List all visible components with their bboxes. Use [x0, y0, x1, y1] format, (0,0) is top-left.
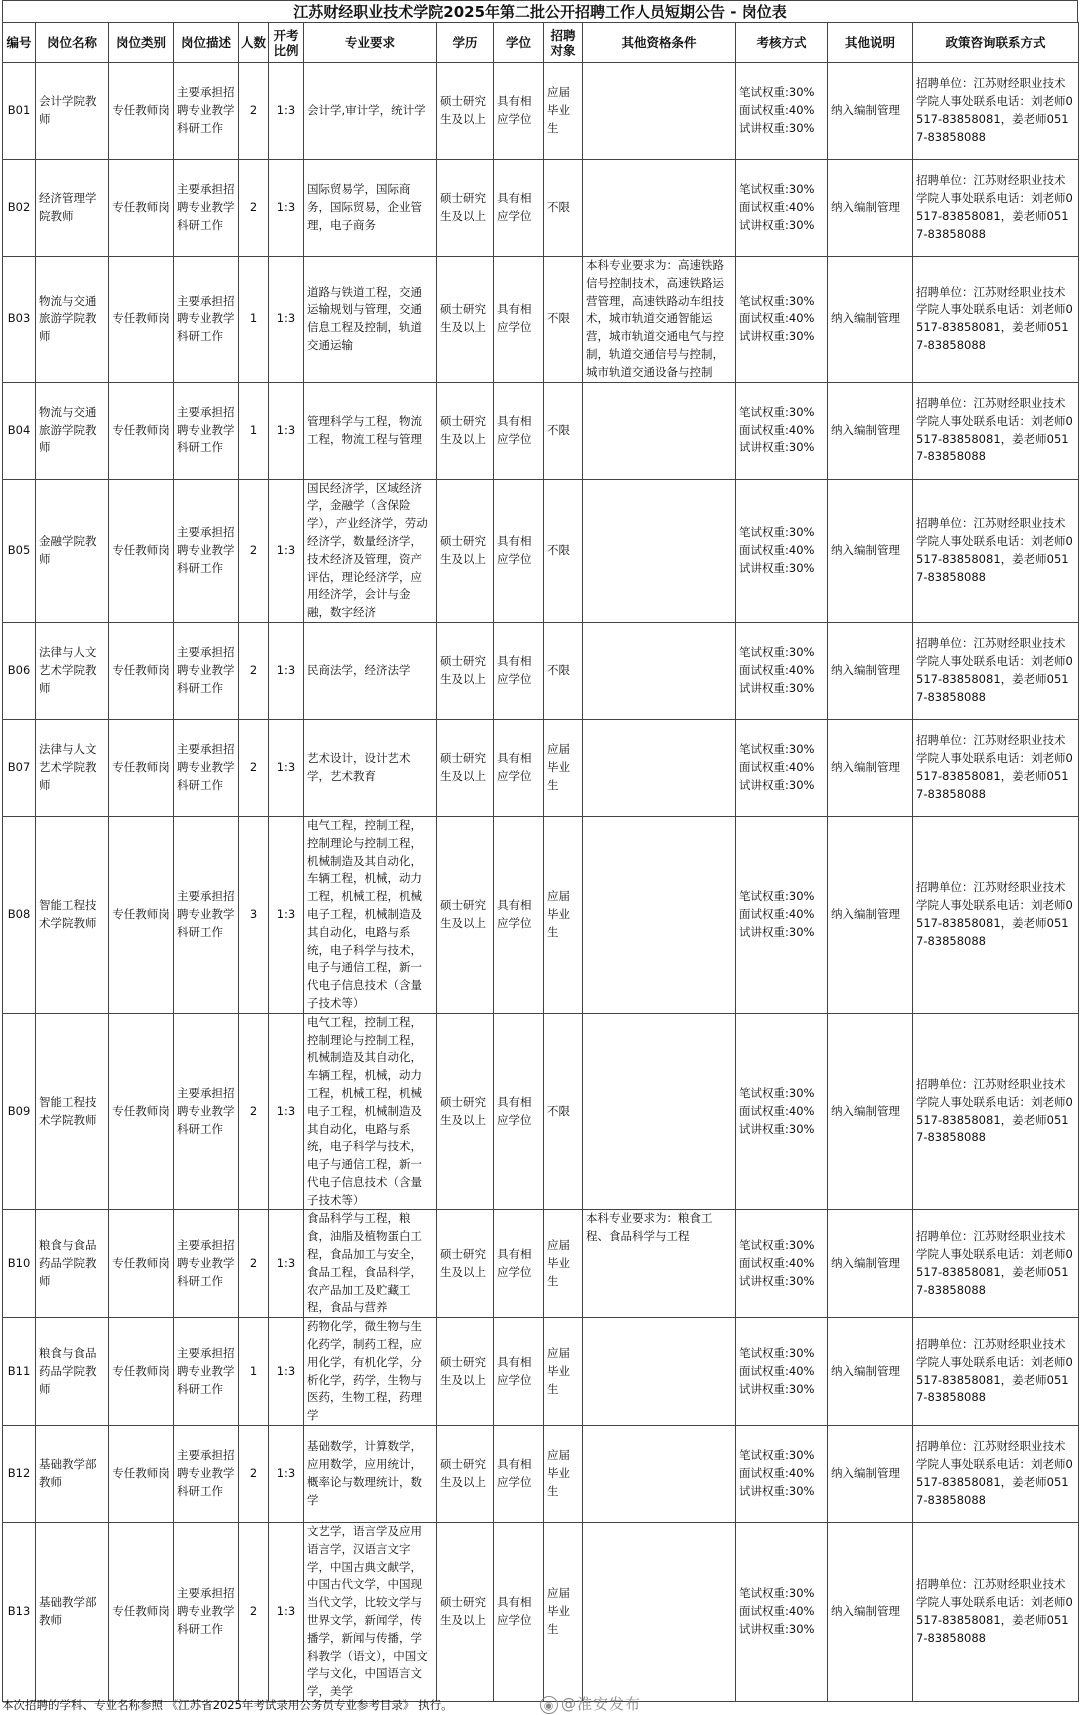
- education-cell: 硕士研究生及以上: [437, 1523, 494, 1702]
- code-cell: B11: [3, 1318, 36, 1426]
- ratio-cell: 1:3: [269, 1318, 304, 1426]
- degree-cell: 具有相应学位: [494, 1426, 544, 1523]
- category-cell: 专任教师岗: [109, 1013, 174, 1210]
- ratio-cell: 1:3: [269, 1210, 304, 1318]
- major-cell: 会计学,审计学，统计学: [304, 63, 437, 160]
- target-cell: 不限: [544, 257, 583, 383]
- note-cell: 纳入编制管理: [828, 382, 913, 479]
- position-name-cell: 粮食与食品药品学院教师: [36, 1318, 109, 1426]
- note-cell: 纳入编制管理: [828, 479, 913, 622]
- note-cell: 纳入编制管理: [828, 622, 913, 719]
- headcount-cell: 2: [239, 1210, 269, 1318]
- sheet-title: 江苏财经职业技术学院2025年第二批公开招聘工作人员短期公告 - 岗位表: [2, 0, 1078, 22]
- footnote: 本次招聘的学科、专业名称参照 《江苏省2025年考试录用公务员专业参考目录》 执行。: [2, 1698, 453, 1712]
- education-cell: 硕士研究生及以上: [437, 622, 494, 719]
- headcount-cell: 2: [239, 479, 269, 622]
- position-name-cell: 金融学院教师: [36, 479, 109, 622]
- code-cell: B05: [3, 479, 36, 622]
- target-cell: 应届毕业生: [544, 1426, 583, 1523]
- education-cell: 硕士研究生及以上: [437, 1013, 494, 1210]
- description-cell: 主要承担招聘专业教学科研工作: [174, 257, 239, 383]
- ratio-cell: 1:3: [269, 1523, 304, 1702]
- note-cell: 纳入编制管理: [828, 1318, 913, 1426]
- education-cell: 硕士研究生及以上: [437, 1426, 494, 1523]
- code-cell: B12: [3, 1426, 36, 1523]
- education-cell: 硕士研究生及以上: [437, 257, 494, 383]
- table-row: [3, 160, 1079, 257]
- exam-method-cell: 笔试权重:30% 面试权重:40% 试讲权重:30%: [736, 1523, 828, 1702]
- target-cell: 不限: [544, 160, 583, 257]
- column-header: 学位: [494, 23, 544, 63]
- degree-cell: 具有相应学位: [494, 479, 544, 622]
- major-cell: 国民经济学，区域经济学，金融学（含保险学），产业经济学，劳动经济学，数量经济学，技术经济及管理，资产评估，理论经济学，应用经济学，会计与金融，数字经济: [304, 479, 437, 622]
- major-cell: 民商法学，经济法学: [304, 622, 437, 719]
- exam-method-cell: 笔试权重:30% 面试权重:40% 试讲权重:30%: [736, 1426, 828, 1523]
- table-row: [3, 479, 1079, 622]
- position-name-cell: 智能工程技术学院教师: [36, 1013, 109, 1210]
- column-header: 考核方式: [736, 23, 828, 63]
- column-header: 岗位类别: [109, 23, 174, 63]
- qualification-cell: 本科专业要求为：高速铁路信号控制技术，高速铁路运营管理，高速铁路动车组技术，城市轨道交通智能运营，城市轨道交通电气与控制，轨道交通信号与控制，城市轨道交通设备与控制: [583, 257, 736, 383]
- degree-cell: 具有相应学位: [494, 1210, 544, 1318]
- ratio-cell: 1:3: [269, 257, 304, 383]
- contact-cell: 招聘单位：江苏财经职业技术学院人事处联系电话：刘老师0517-83858081，姜老师0517-83858088: [913, 816, 1079, 1013]
- qualification-cell: [583, 382, 736, 479]
- table-row: [3, 1013, 1079, 1210]
- headcount-cell: 2: [239, 1426, 269, 1523]
- note-cell: 纳入编制管理: [828, 1210, 913, 1318]
- column-header: 其他资格条件: [583, 23, 736, 63]
- table-row: [3, 63, 1079, 160]
- position-name-cell: 会计学院教师: [36, 63, 109, 160]
- contact-cell: 招聘单位：江苏财经职业技术学院人事处联系电话：刘老师0517-83858081，姜老师0517-83858088: [913, 622, 1079, 719]
- table-row: [3, 719, 1079, 816]
- qualification-cell: [583, 622, 736, 719]
- description-cell: 主要承担招聘专业教学科研工作: [174, 622, 239, 719]
- degree-cell: 具有相应学位: [494, 816, 544, 1013]
- exam-method-cell: 笔试权重:30% 面试权重:40% 试讲权重:30%: [736, 816, 828, 1013]
- contact-cell: 招聘单位：江苏财经职业技术学院人事处联系电话：刘老师0517-83858081，姜老师0517-83858088: [913, 1318, 1079, 1426]
- headcount-cell: 1: [239, 382, 269, 479]
- education-cell: 硕士研究生及以上: [437, 816, 494, 1013]
- position-name-cell: 粮食与食品药品学院教师: [36, 1210, 109, 1318]
- description-cell: 主要承担招聘专业教学科研工作: [174, 1013, 239, 1210]
- description-cell: 主要承担招聘专业教学科研工作: [174, 816, 239, 1013]
- column-header: 开考比例: [269, 23, 304, 63]
- weibo-icon: ◉: [540, 1696, 558, 1714]
- column-header: 人数: [239, 23, 269, 63]
- recruitment-sheet: [2, 0, 1078, 1702]
- position-name-cell: 物流与交通旅游学院教师: [36, 382, 109, 479]
- qualification-cell: 本科专业要求为：粮食工程、食品科学与工程: [583, 1210, 736, 1318]
- contact-cell: 招聘单位：江苏财经职业技术学院人事处联系电话：刘老师0517-83858081，姜老师0517-83858088: [913, 479, 1079, 622]
- contact-cell: 招聘单位：江苏财经职业技术学院人事处联系电话：刘老师0517-83858081，姜老师0517-83858088: [913, 1210, 1079, 1318]
- qualification-cell: [583, 1426, 736, 1523]
- description-cell: 主要承担招聘专业教学科研工作: [174, 719, 239, 816]
- education-cell: 硕士研究生及以上: [437, 479, 494, 622]
- education-cell: 硕士研究生及以上: [437, 63, 494, 160]
- note-cell: 纳入编制管理: [828, 1426, 913, 1523]
- education-cell: 硕士研究生及以上: [437, 719, 494, 816]
- ratio-cell: 1:3: [269, 622, 304, 719]
- exam-method-cell: 笔试权重:30% 面试权重:40% 试讲权重:30%: [736, 160, 828, 257]
- target-cell: 不限: [544, 382, 583, 479]
- note-cell: 纳入编制管理: [828, 257, 913, 383]
- major-cell: 道路与铁道工程，交通运输规划与管理，交通信息工程及控制，轨道交通运输: [304, 257, 437, 383]
- major-cell: 管理科学与工程，物流工程，物流工程与管理: [304, 382, 437, 479]
- headcount-cell: 2: [239, 622, 269, 719]
- education-cell: 硕士研究生及以上: [437, 382, 494, 479]
- table-row: [3, 1523, 1079, 1702]
- table-header-row: [3, 23, 1079, 63]
- note-cell: 纳入编制管理: [828, 1523, 913, 1702]
- qualification-cell: [583, 63, 736, 160]
- degree-cell: 具有相应学位: [494, 1318, 544, 1426]
- column-header: 编号: [3, 23, 36, 63]
- category-cell: 专任教师岗: [109, 382, 174, 479]
- column-header: 政策咨询联系方式: [913, 23, 1079, 63]
- code-cell: B01: [3, 63, 36, 160]
- position-name-cell: 法律与人文艺术学院教师: [36, 719, 109, 816]
- ratio-cell: 1:3: [269, 816, 304, 1013]
- major-cell: 国际贸易学，国际商务，国际贸易，企业管理，电子商务: [304, 160, 437, 257]
- degree-cell: 具有相应学位: [494, 719, 544, 816]
- target-cell: 不限: [544, 479, 583, 622]
- degree-cell: 具有相应学位: [494, 160, 544, 257]
- category-cell: 专任教师岗: [109, 1523, 174, 1702]
- category-cell: 专任教师岗: [109, 63, 174, 160]
- major-cell: 药物化学，微生物与生化药学，制药工程，应用化学，有机化学，分析化学，药学，生物与医药，生物工程，药理学: [304, 1318, 437, 1426]
- category-cell: 专任教师岗: [109, 160, 174, 257]
- note-cell: 纳入编制管理: [828, 1013, 913, 1210]
- ratio-cell: 1:3: [269, 382, 304, 479]
- code-cell: B02: [3, 160, 36, 257]
- education-cell: 硕士研究生及以上: [437, 1210, 494, 1318]
- qualification-cell: [583, 1523, 736, 1702]
- headcount-cell: 2: [239, 1013, 269, 1210]
- exam-method-cell: 笔试权重:30% 面试权重:40% 试讲权重:30%: [736, 257, 828, 383]
- exam-method-cell: 笔试权重:30% 面试权重:40% 试讲权重:30%: [736, 479, 828, 622]
- degree-cell: 具有相应学位: [494, 622, 544, 719]
- exam-method-cell: 笔试权重:30% 面试权重:40% 试讲权重:30%: [736, 719, 828, 816]
- column-header: 岗位名称: [36, 23, 109, 63]
- degree-cell: 具有相应学位: [494, 257, 544, 383]
- degree-cell: 具有相应学位: [494, 63, 544, 160]
- description-cell: 主要承担招聘专业教学科研工作: [174, 160, 239, 257]
- qualification-cell: [583, 1318, 736, 1426]
- exam-method-cell: 笔试权重:30% 面试权重:40% 试讲权重:30%: [736, 1013, 828, 1210]
- headcount-cell: 3: [239, 816, 269, 1013]
- position-name-cell: 经济管理学院教师: [36, 160, 109, 257]
- contact-cell: 招聘单位：江苏财经职业技术学院人事处联系电话：刘老师0517-83858081，姜老师0517-83858088: [913, 63, 1079, 160]
- table-row: [3, 1210, 1079, 1318]
- positions-table: [2, 22, 1079, 1702]
- major-cell: 文艺学，语言学及应用语言学，汉语言文字学，中国古典文献学，中国古代文学，中国现当代文学，比较文学与世界文学，新闻学，传播学，新闻与传播，学科教学（语文），中国文学与文化，中国语言文学，美学: [304, 1523, 437, 1702]
- table-row: [3, 622, 1079, 719]
- exam-method-cell: 笔试权重:30% 面试权重:40% 试讲权重:30%: [736, 622, 828, 719]
- target-cell: 应届毕业生: [544, 719, 583, 816]
- contact-cell: 招聘单位：江苏财经职业技术学院人事处联系电话：刘老师0517-83858081，姜老师0517-83858088: [913, 160, 1079, 257]
- position-name-cell: 法律与人文艺术学院教师: [36, 622, 109, 719]
- exam-method-cell: 笔试权重:30% 面试权重:40% 试讲权重:30%: [736, 63, 828, 160]
- target-cell: 应届毕业生: [544, 1318, 583, 1426]
- contact-cell: 招聘单位：江苏财经职业技术学院人事处联系电话：刘老师0517-83858081，姜老师0517-83858088: [913, 1523, 1079, 1702]
- major-cell: 基础数学，计算数学，应用数学，应用统计，概率论与数理统计，数学: [304, 1426, 437, 1523]
- position-name-cell: 物流与交通旅游学院教师: [36, 257, 109, 383]
- ratio-cell: 1:3: [269, 719, 304, 816]
- table-row: [3, 1426, 1079, 1523]
- watermark: [540, 1693, 641, 1714]
- degree-cell: 具有相应学位: [494, 382, 544, 479]
- column-header: 专业要求: [304, 23, 437, 63]
- contact-cell: 招聘单位：江苏财经职业技术学院人事处联系电话：刘老师0517-83858081，姜老师0517-83858088: [913, 257, 1079, 383]
- major-cell: 电气工程，控制工程，控制理论与控制工程，机械制造及其自动化，车辆工程，机械，动力工程，机械工程，机械电子工程，机械制造及其自动化，电路与系统，电子科学与技术，电子与通信工程，新一代电子信息技术（含量子技术等）: [304, 816, 437, 1013]
- column-header: 岗位描述: [174, 23, 239, 63]
- target-cell: 应届毕业生: [544, 1523, 583, 1702]
- category-cell: 专任教师岗: [109, 1318, 174, 1426]
- contact-cell: 招聘单位：江苏财经职业技术学院人事处联系电话：刘老师0517-83858081，姜老师0517-83858088: [913, 1426, 1079, 1523]
- category-cell: 专任教师岗: [109, 622, 174, 719]
- major-cell: 艺术设计，设计艺术学，艺术教育: [304, 719, 437, 816]
- code-cell: B10: [3, 1210, 36, 1318]
- column-header: 学历: [437, 23, 494, 63]
- table-row: [3, 816, 1079, 1013]
- note-cell: 纳入编制管理: [828, 160, 913, 257]
- column-header: 其他说明: [828, 23, 913, 63]
- degree-cell: 具有相应学位: [494, 1013, 544, 1210]
- headcount-cell: 2: [239, 63, 269, 160]
- category-cell: 专任教师岗: [109, 257, 174, 383]
- ratio-cell: 1:3: [269, 160, 304, 257]
- target-cell: 应届毕业生: [544, 816, 583, 1013]
- target-cell: 不限: [544, 622, 583, 719]
- category-cell: 专任教师岗: [109, 1210, 174, 1318]
- category-cell: 专任教师岗: [109, 719, 174, 816]
- contact-cell: 招聘单位：江苏财经职业技术学院人事处联系电话：刘老师0517-83858081，姜老师0517-83858088: [913, 382, 1079, 479]
- exam-method-cell: 笔试权重:30% 面试权重:40% 试讲权重:30%: [736, 1318, 828, 1426]
- description-cell: 主要承担招聘专业教学科研工作: [174, 63, 239, 160]
- headcount-cell: 1: [239, 257, 269, 383]
- ratio-cell: 1:3: [269, 1426, 304, 1523]
- education-cell: 硕士研究生及以上: [437, 160, 494, 257]
- qualification-cell: [583, 816, 736, 1013]
- description-cell: 主要承担招聘专业教学科研工作: [174, 1426, 239, 1523]
- position-name-cell: 智能工程技术学院教师: [36, 816, 109, 1013]
- target-cell: 应届毕业生: [544, 1210, 583, 1318]
- category-cell: 专任教师岗: [109, 479, 174, 622]
- exam-method-cell: 笔试权重:30% 面试权重:40% 试讲权重:30%: [736, 382, 828, 479]
- exam-method-cell: 笔试权重:30% 面试权重:40% 试讲权重:30%: [736, 1210, 828, 1318]
- watermark-text: @淮安发布: [561, 1695, 642, 1713]
- code-cell: B13: [3, 1523, 36, 1702]
- target-cell: 不限: [544, 1013, 583, 1210]
- category-cell: 专任教师岗: [109, 816, 174, 1013]
- qualification-cell: [583, 1013, 736, 1210]
- description-cell: 主要承担招聘专业教学科研工作: [174, 1210, 239, 1318]
- code-cell: B09: [3, 1013, 36, 1210]
- ratio-cell: 1:3: [269, 479, 304, 622]
- note-cell: 纳入编制管理: [828, 63, 913, 160]
- column-header: 招聘对象: [544, 23, 583, 63]
- degree-cell: 具有相应学位: [494, 1523, 544, 1702]
- description-cell: 主要承担招聘专业教学科研工作: [174, 1523, 239, 1702]
- qualification-cell: [583, 719, 736, 816]
- major-cell: 食品科学与工程，粮食，油脂及植物蛋白工程，食品加工与安全，食品工程，食品科学，农产品加工及贮藏工程，食品与营养: [304, 1210, 437, 1318]
- code-cell: B07: [3, 719, 36, 816]
- description-cell: 主要承担招聘专业教学科研工作: [174, 1318, 239, 1426]
- table-body: [3, 63, 1079, 1702]
- code-cell: B04: [3, 382, 36, 479]
- description-cell: 主要承担招聘专业教学科研工作: [174, 479, 239, 622]
- code-cell: B03: [3, 257, 36, 383]
- contact-cell: 招聘单位：江苏财经职业技术学院人事处联系电话：刘老师0517-83858081，姜老师0517-83858088: [913, 719, 1079, 816]
- headcount-cell: 1: [239, 1318, 269, 1426]
- code-cell: B08: [3, 816, 36, 1013]
- headcount-cell: 2: [239, 719, 269, 816]
- note-cell: 纳入编制管理: [828, 816, 913, 1013]
- headcount-cell: 2: [239, 1523, 269, 1702]
- table-row: [3, 1318, 1079, 1426]
- contact-cell: 招聘单位：江苏财经职业技术学院人事处联系电话：刘老师0517-83858081，姜老师0517-83858088: [913, 1013, 1079, 1210]
- headcount-cell: 2: [239, 160, 269, 257]
- target-cell: 应届毕业生: [544, 63, 583, 160]
- position-name-cell: 基础教学部教师: [36, 1426, 109, 1523]
- ratio-cell: 1:3: [269, 1013, 304, 1210]
- position-name-cell: 基础教学部教师: [36, 1523, 109, 1702]
- category-cell: 专任教师岗: [109, 1426, 174, 1523]
- education-cell: 硕士研究生及以上: [437, 1318, 494, 1426]
- note-cell: 纳入编制管理: [828, 719, 913, 816]
- qualification-cell: [583, 479, 736, 622]
- qualification-cell: [583, 160, 736, 257]
- table-row: [3, 382, 1079, 479]
- major-cell: 电气工程，控制工程，控制理论与控制工程，机械制造及其自动化，车辆工程，机械，动力工程，机械工程，机械电子工程，机械制造及其自动化，电路与系统，电子科学与技术，电子与通信工程，新一代电子信息技术（含量子技术等）: [304, 1013, 437, 1210]
- table-row: [3, 257, 1079, 383]
- ratio-cell: 1:3: [269, 63, 304, 160]
- description-cell: 主要承担招聘专业教学科研工作: [174, 382, 239, 479]
- code-cell: B06: [3, 622, 36, 719]
